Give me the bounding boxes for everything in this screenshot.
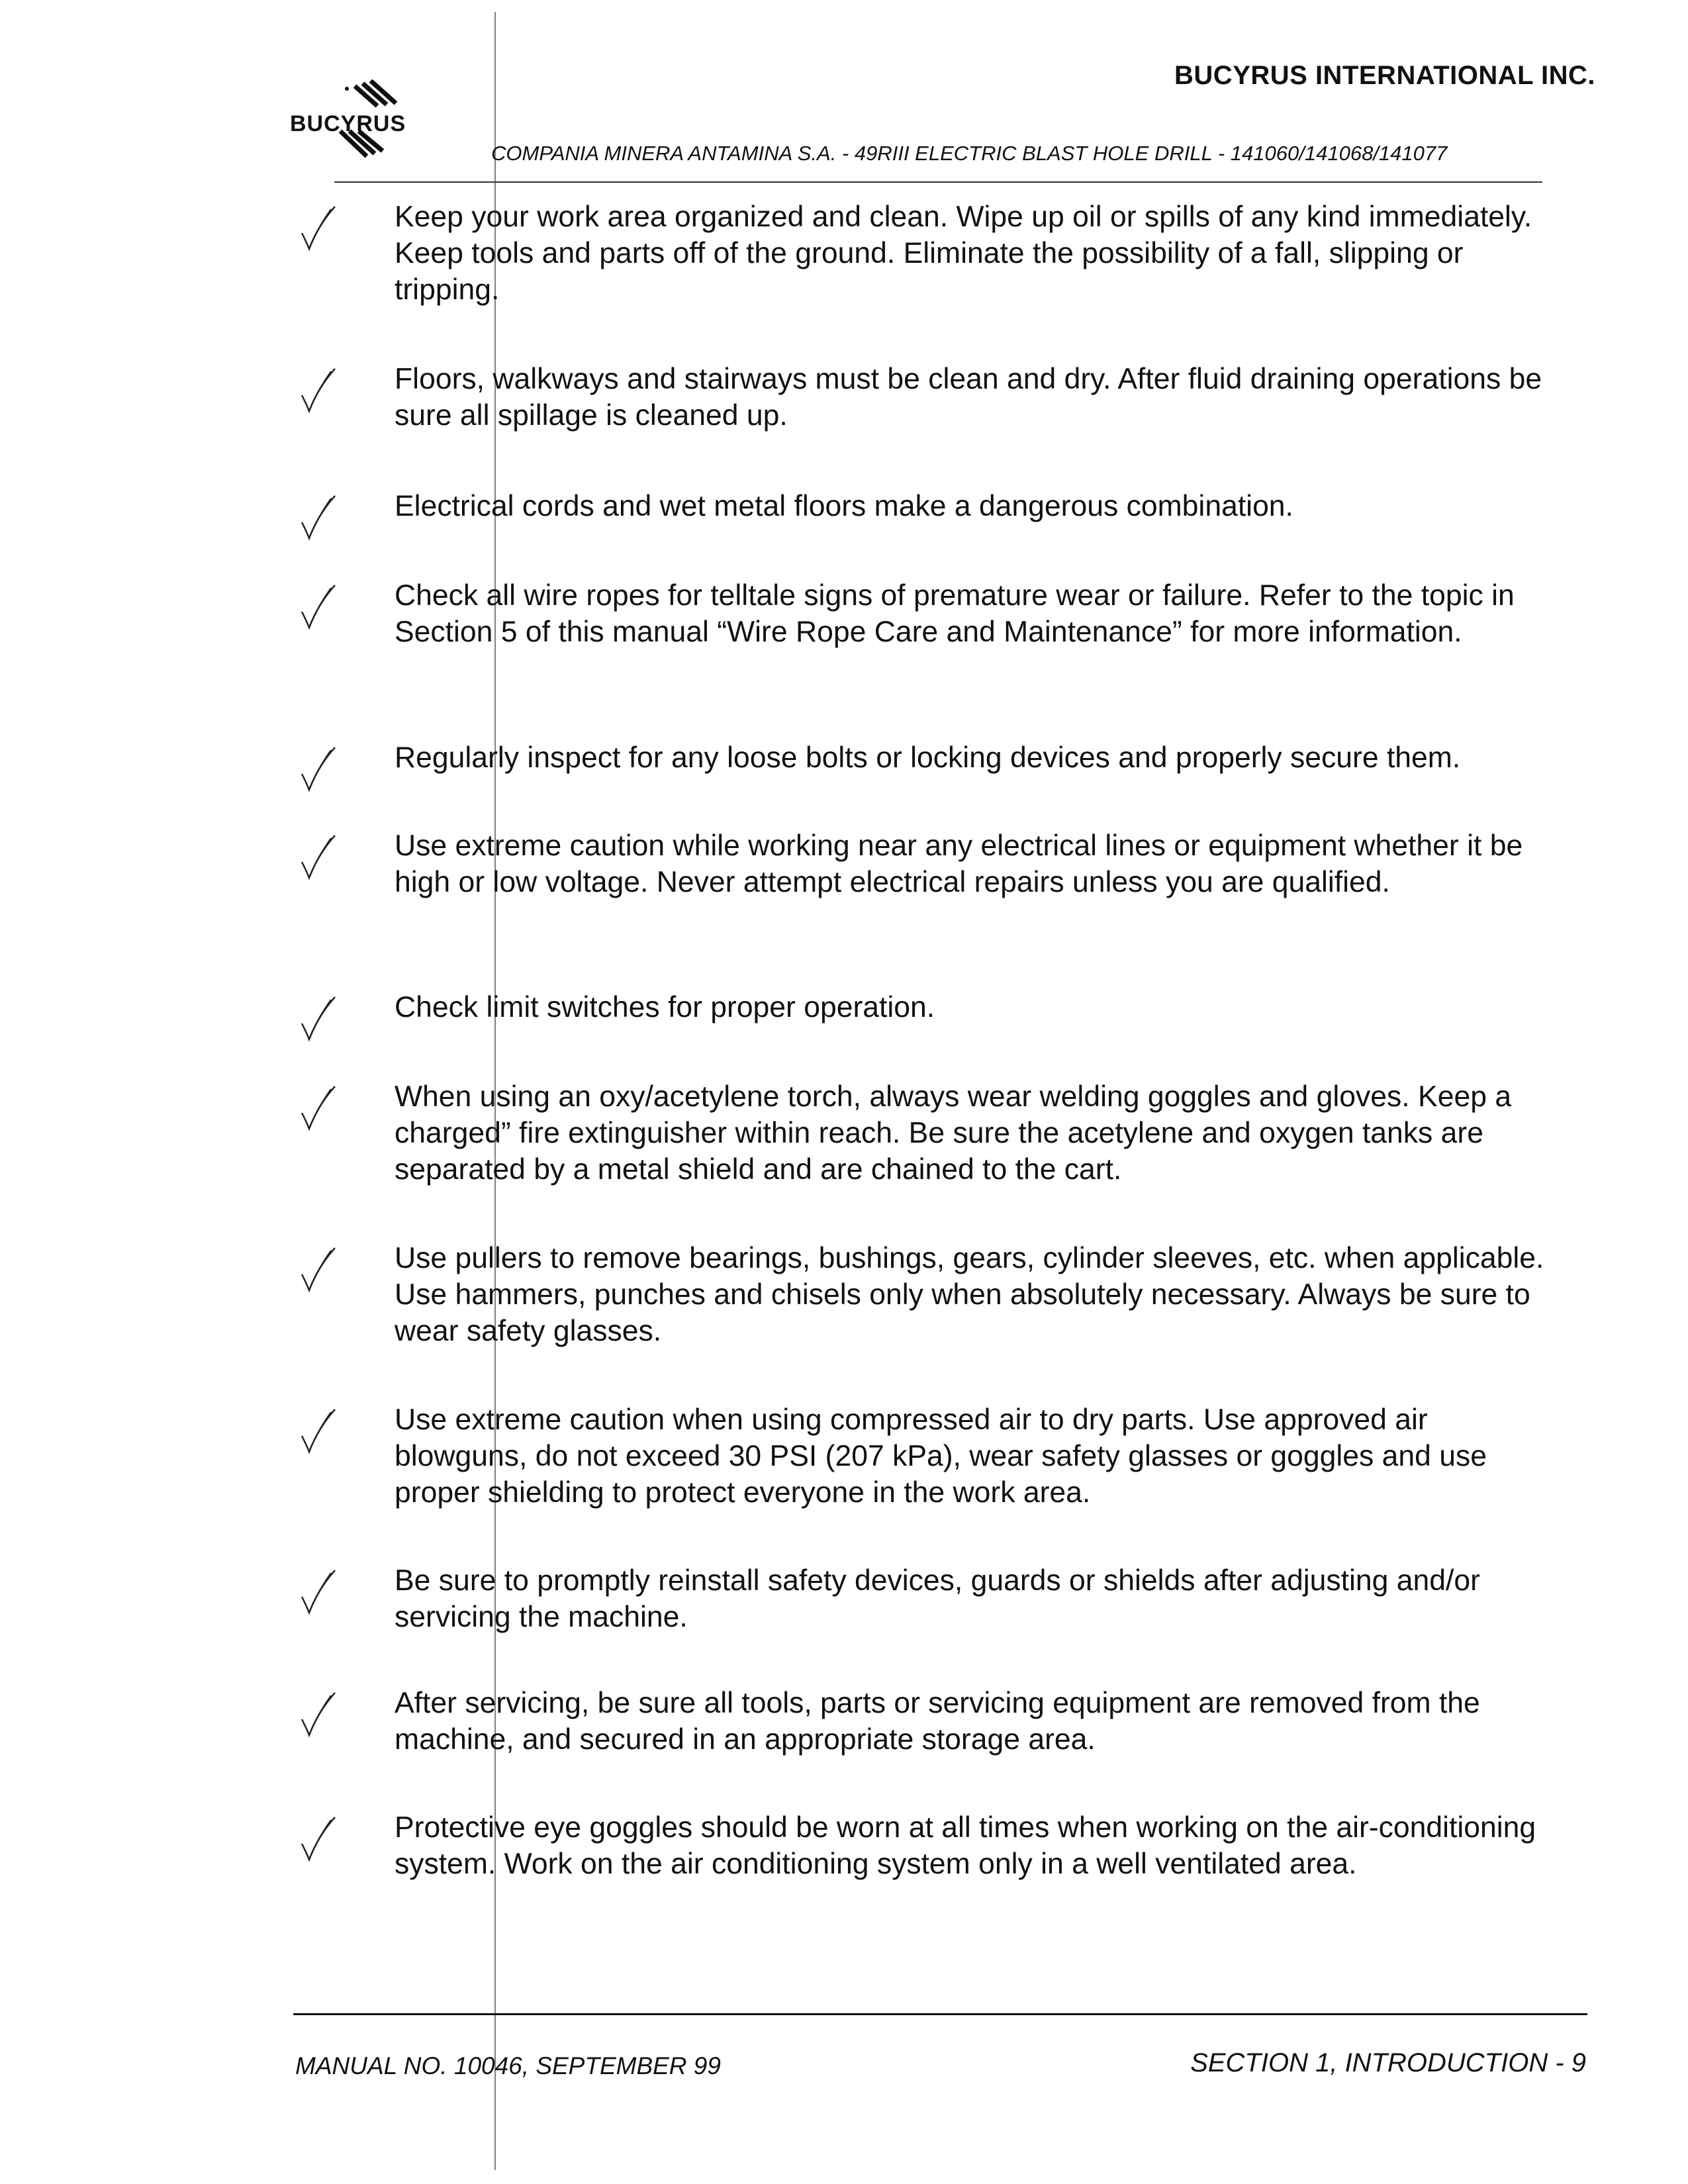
checkmark-icon (298, 493, 338, 542)
list-item-text: Use extreme caution while working near any electrical lines or equipment whether it be high or low voltage. Never attempt electrical repairs unless you are qualified. (395, 830, 1523, 898)
list-item-text: Regularly inspect for any loose bolts or locking devices and properly secure them. (395, 741, 1461, 774)
list-item-text: Use extreme caution when using compressed air to dry parts. Use approved air blowguns, do not exceed 30 PSI (207 kPa), wear safety glasses or goggles and use proper shielding to protect everyone in the work area. (395, 1403, 1487, 1509)
list-item-text: When using an oxy/acetylene torch, always wear welding goggles and gloves. Keep a charged” fire extinguisher within reach. Be sure the acetylene and oxygen tanks are separated by a metal shield and are chained to the cart. (395, 1080, 1512, 1186)
checkmark-icon (298, 1084, 338, 1133)
list-item-text: Be sure to promptly reinstall safety devices, guards or shields after adjusting and/or servicing the machine. (395, 1564, 1480, 1633)
header-divider (334, 181, 1542, 183)
checkmark-icon (298, 583, 338, 632)
list-item-text: Electrical cords and wet metal floors make a dangerous combination. (395, 490, 1293, 522)
list-item-text: Check all wire ropes for telltale signs of premature wear or failure. Refer to the topic in Section 5 of this manual “Wire Rope Care and Maintenance” for more information. (395, 579, 1515, 648)
manual-number: MANUAL NO. 10046, SEPTEMBER 99 (295, 2052, 721, 2079)
section-page-number: SECTION 1, INTRODUCTION - 9 (1190, 2048, 1586, 2077)
checkmark-icon (298, 833, 338, 882)
bucyrus-logo (290, 79, 442, 172)
list-item-text: Keep your work area organized and clean. Wipe up oil or spills of any kind immediately. Keep tools and parts off of the ground. Eliminate the possibility of a fall, slipping or tripping. (395, 201, 1532, 306)
list-item-text: Floors, walkways and stairways must be clean and dry. After fluid draining operations be sure all spillage is cleaned up. (395, 363, 1542, 432)
checkmark-icon (298, 366, 338, 415)
list-item-text: After servicing, be sure all tools, parts or servicing equipment are removed from the machine, and secured in an appropriate storage area. (395, 1687, 1480, 1756)
company-name: BUCYRUS INTERNATIONAL INC. (1174, 61, 1595, 90)
checkmark-icon (298, 1568, 338, 1617)
checkmark-icon (298, 204, 338, 253)
checkmark-icon (298, 745, 338, 794)
checkmark-icon (298, 1815, 338, 1864)
checkmark-icon (298, 994, 338, 1043)
list-item-text: Check limit switches for proper operation. (395, 991, 935, 1023)
footer-divider (293, 2013, 1587, 2015)
checkmark-icon (298, 1407, 338, 1456)
checkmark-icon (298, 1690, 338, 1739)
project-line: COMPANIA MINERA ANTAMINA S.A. - 49RIII ELECTRIC BLAST HOLE DRILL - 141060/141068/141077 (491, 142, 1448, 165)
list-item-text: Use pullers to remove bearings, bushings, gears, cylinder sleeves, etc. when applicable. Use hammers, punches and chisels only when absolutely necessary. Always be sure to wear safety glasses. (395, 1242, 1544, 1347)
list-item-text: Protective eye goggles should be worn at all times when working on the air-conditioning system. Work on the air conditioning system only in a well ventilated area. (395, 1811, 1536, 1880)
checkmark-icon (298, 1245, 338, 1294)
logo-wordmark: BUCYRUS (290, 111, 406, 136)
